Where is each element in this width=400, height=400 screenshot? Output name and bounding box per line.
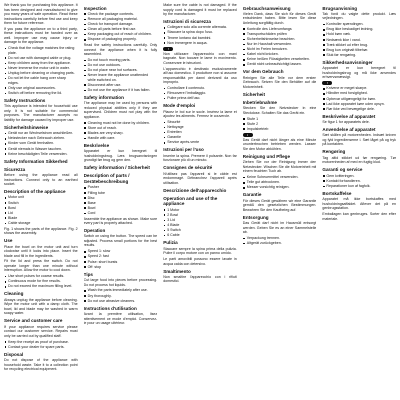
bullet-list (4, 274, 78, 289)
list-item: Gerät niemals in Wasser tauchen. (4, 147, 78, 152)
bullet-list (84, 121, 158, 141)
list-item: Switch off before removing the lid. (4, 91, 78, 96)
body-paragraph: Apparatet er kun beregnet til husholdningsbrug og må ikke anvendes erhvervsmæssigt. (322, 66, 396, 80)
list-item: Rimuovere l'imballaggio. (163, 91, 237, 96)
section-heading: Entsorgung (242, 214, 269, 220)
list-item: Sicherheitshinweise beachten. (243, 37, 317, 42)
bullet-list (84, 288, 158, 303)
list-item: Gerät nur an Wechselstrom anschließen. (4, 131, 78, 136)
list-item: Lid (4, 211, 78, 216)
bullet-list (4, 340, 78, 350)
checkbox-icon (243, 33, 246, 36)
section-heading: Description of parts / Gerätebeschreibung (83, 173, 130, 185)
bullet-list (84, 12, 158, 42)
list-item: Stufe 2 (243, 122, 317, 127)
list-item: Do not touch moving parts. (84, 58, 158, 63)
list-item: Switch (4, 201, 78, 206)
body-paragraph: Staccare sempre la spina prima della pulizia. Pulire il corpo motore con un panno umido. (163, 246, 237, 256)
bullet-list (163, 25, 237, 45)
list-item: Teile gut abtrocknen. (243, 180, 317, 185)
body-paragraph: Assemble the appliance as shown. Make sure every part is properly attached. (83, 216, 158, 226)
list-item: Service après-vente (163, 140, 237, 145)
list-item: 5 Switch (163, 228, 237, 233)
list-item: Base (84, 201, 158, 206)
body-paragraph: Do not dispose of the appliance with household waste. Take it to a collection point for recycling electrical equipment. (4, 358, 78, 372)
list-item: Gerät nicht unbeaufsichtigt lassen. (243, 62, 317, 67)
bullet-list (84, 185, 158, 215)
list-item: Keep packaging out of reach of children. (84, 32, 158, 37)
bullet-list (243, 117, 317, 132)
list-item: 6 Cable (163, 233, 237, 238)
body-paragraph: Before using the appliance read all instructions. Connect only to an earthed socket. (4, 173, 78, 187)
list-item: Reparationer kun af fagfolk. (322, 184, 396, 189)
section-heading: Garantie (242, 192, 262, 198)
section-heading: Safety information (83, 94, 124, 100)
text-column-5 (322, 3, 396, 397)
warning-icon: ! (322, 81, 332, 85)
list-item: 3 Lid (163, 218, 237, 223)
body-paragraph: Fig. 1 shows the parts of the appliance. Fig. 2 shows the assembly. (4, 226, 78, 236)
list-item: Collegare solo alla corrente alternata. (163, 25, 237, 30)
list-item: Netzstecker nach Gebrauch ziehen. (4, 136, 78, 141)
body-paragraph: Switch on using the button. The speed can be adjusted. Process small portions for the best results. (83, 234, 158, 248)
section-heading: Beskrivelse (83, 142, 110, 148)
list-item: Bowl (4, 206, 78, 211)
section-heading: Operation (83, 228, 106, 234)
list-item: Keine Scheuermittel verwenden. (243, 175, 317, 180)
body-paragraph: Place the bowl on the motor unit and turn clockwise until it locks into place. Insert the blade and fill in the ingredients. (4, 244, 78, 258)
body-paragraph: Vielen Dank, dass Sie sich für dieses Gerät entschieden haben. Bitte lesen Sie diese Anleitung sorgfältig durch. (242, 11, 317, 25)
list-item: Check the package contents. (84, 12, 158, 17)
section-heading: Inspection (83, 5, 107, 11)
warning-marker (322, 81, 396, 85)
list-item: 2 Bowl (163, 213, 237, 218)
list-item: Do not exceed the maximum filling level. (4, 284, 78, 289)
list-item: Only use original accessories. (4, 86, 78, 91)
bullet-list (243, 37, 317, 67)
list-item: Tenere lontano dai bambini. (163, 36, 237, 41)
body-paragraph: Se figur 1 for apparatets dele. (322, 120, 370, 125)
list-item: Speed 1: slow (84, 249, 158, 254)
checkbox-icon (243, 28, 246, 31)
bullet-list (4, 131, 78, 156)
section-heading: Service and customer care (4, 318, 63, 324)
list-item: Use short pulses for coarse results. (4, 274, 78, 279)
list-item: Gem kvitteringen. (322, 174, 396, 179)
body-paragraph: If your appliance requires service please contact our customer service. Repairs must only be carried out by qualified staff. (4, 324, 78, 338)
list-item: Keep children away from the appliance. (4, 61, 78, 66)
checklist-label: Transportschäden prüfen (246, 31, 287, 36)
body-paragraph: Le parti amovibili possono essere lavate in acqua calda con detersivo. (163, 257, 237, 266)
list-item: Staccare la spina dopo l'uso. (163, 30, 237, 35)
list-item: Hold børn væk. (322, 32, 396, 37)
warning-marker (163, 47, 237, 51)
list-item: Impulsbetrieb (243, 127, 317, 132)
section-heading: Use (4, 238, 13, 244)
bullet-list (322, 174, 396, 189)
list-item: Disc (84, 196, 158, 201)
section-heading: Garanti og service (322, 167, 363, 173)
section-heading: Sikkerhedsanvisninger (322, 59, 373, 65)
list-item: Rør ikke ved bevægelige dele. (322, 107, 396, 112)
bullet-list (84, 249, 158, 269)
list-item: Never immerse the motor unit in water. (4, 66, 78, 71)
list-item: Pulse: short bursts (84, 260, 158, 265)
list-item: Knivene er meget skarpe. (322, 86, 396, 91)
bullet-list (243, 175, 317, 190)
list-item: Nicht im Freien benutzen. (243, 47, 317, 52)
bullet-list (163, 86, 237, 101)
checklist-item (243, 27, 317, 32)
list-item: Keep the receipt as proof of purchase. (4, 340, 78, 345)
bullet-list (243, 236, 317, 246)
section-heading: Gebrauchsanweisung (242, 5, 291, 11)
list-item: Do not let the cable hang over sharp edges. (4, 76, 78, 85)
section-heading: Istruzioni per l'uso (163, 147, 204, 153)
list-item: Motor unit (4, 195, 78, 200)
body-paragraph: This appliance is intended for household use only. It is not suitable for commercial purposes. The manufacturer accepts no liability for damage caused by improper use. (4, 104, 78, 122)
section-heading: Brugsanvisning (322, 5, 358, 11)
list-item: Clean all parts before first use. (84, 27, 158, 32)
warning-icon: ! (163, 47, 173, 51)
body-paragraph: Always unplug the appliance before cleaning. Wipe the motor unit with a damp cloth. The bowl, lid and blade may be washed in warm soapy water. (4, 297, 78, 316)
section-heading: Vor dem Gebrauch (242, 69, 284, 75)
list-item: Speed 2: fast (84, 254, 158, 259)
list-item: Blade (4, 216, 78, 221)
section-heading: Cleaning (4, 291, 24, 297)
text-column-1 (4, 3, 78, 397)
list-item: Garantie (163, 135, 237, 140)
list-item: Cord (84, 211, 158, 216)
warning-icon: i (243, 133, 253, 137)
body-paragraph: Tak fordi du valgte dette produkt. Læs vejledningen. (322, 11, 396, 21)
list-item: Do not place near hot surfaces. (84, 68, 158, 73)
list-item: Filling tube (84, 191, 158, 196)
section-heading: Bortskaffelse (322, 190, 352, 196)
checklist-item (243, 32, 317, 37)
bullet-list (322, 22, 396, 57)
body-paragraph: Make sure the cable is not damaged. If the supply cord is damaged it must be replaced by the manufacturer. (163, 3, 237, 16)
section-heading: Smaltimento (163, 268, 191, 274)
section-heading: Reinigung und Pflege (242, 153, 290, 159)
list-item: Kontakt forhandleren. (322, 179, 396, 184)
list-item: Dry thoroughly. (84, 294, 158, 299)
body-paragraph: Stecken Sie den Netzstecker in eine Steckdose. Schalten Sie das Gerät ein. (242, 106, 317, 115)
list-item: Do not use with damaged cable or plug. (4, 56, 78, 61)
list-item: Bowl (84, 206, 158, 211)
warning-marker (243, 133, 317, 137)
list-item: Brug kun originalt tilbehør. (322, 48, 396, 53)
bullet-list (4, 195, 78, 225)
list-item: Pulire prima dell'uso. (163, 96, 237, 101)
body-paragraph: We thank you for purchasing this appliance. It has been designed and manufactured to give you many years of safe operation. Read these instructions carefully before first use and keep them for future reference. (4, 3, 78, 25)
section-heading: Istruzioni di sicurezza (163, 19, 211, 24)
list-item: Never leave the appliance unattended while switched on. (84, 73, 158, 82)
section-heading: Disposal (4, 351, 24, 357)
list-item: Lad ikke apparatet køre uden opsyn. (322, 102, 396, 107)
section-heading: Description of the appliance (4, 189, 66, 195)
body-paragraph: Das Gerät darf nicht im Hausmüll entsorgt werden. Geben Sie es an einer Sammelstelle ab. (242, 221, 317, 235)
list-item: 4 Blade (163, 223, 237, 228)
list-item: Kinder vom Gerät fernhalten. (4, 141, 78, 146)
bullet-list (4, 46, 78, 95)
bullet-list (84, 58, 158, 92)
list-item: Entretien (163, 130, 237, 135)
section-heading: Instructions d'utilisation (83, 305, 137, 311)
section-heading: Sicurezza (4, 166, 26, 172)
section-heading: Mode d'emploi (163, 103, 196, 109)
body-paragraph: Das Gerät darf nicht länger als eine Minute ununterbrochen betrieben werden. Lassen Sie den Motor abkühlen. (242, 137, 317, 151)
list-item: Check for transport damage. (84, 22, 158, 27)
list-item: Keine beschädigten Teile verwenden. (4, 152, 78, 157)
text-column-3 (163, 3, 237, 397)
list-item: Nedsænk ikke i vand. (322, 38, 396, 43)
section-heading: Inbetriebnahme (242, 99, 277, 105)
list-item: Sluk før rengøring. (322, 53, 396, 58)
body-paragraph: Apparatet må ikke bortskaffes med husholdningsaffaldet. Aflever det på en genbrugsstation. (322, 197, 396, 211)
list-item: Contact your dealer for spare parts. (4, 345, 78, 350)
list-item: Unplug before cleaning or changing parts. (4, 71, 78, 76)
bullet-list (163, 120, 237, 145)
list-item: Opbevar utilgængeligt for børn. (322, 97, 396, 102)
list-item: Do not use the appliance if it has fallen. (84, 88, 158, 93)
list-item: Verpackung trennen. (243, 236, 317, 241)
list-item: Træk stikket ud efter brug. (322, 43, 396, 48)
list-item: Cleaning must not be done by children. (84, 121, 158, 126)
body-paragraph: Read the safety instructions carefully. Only connect the appliance when it is fully assembled. (83, 43, 158, 57)
list-item: Controllare il contenuto. (163, 86, 237, 91)
body-paragraph: Ziehen Sie vor der Reinigung immer den Netzstecker. Wischen Sie die Motoreinheit mit einem feuchten Tuch ab. (242, 160, 317, 174)
body-paragraph: Tag altid stikket ud før rengøring. Tør motorenheden af med en fugtig klud. (322, 155, 396, 165)
body-paragraph: Apparatet er kun beregnet til husholdningsbrug. Læs brugsanvisningen grundigt før brug og gem den. (83, 149, 158, 163)
list-item: Do not use outdoors. (84, 63, 158, 68)
list-item: Stufe 1 (243, 117, 317, 122)
bullet-list (163, 208, 237, 238)
section-heading: Sicherheit (242, 91, 265, 97)
section-heading: Descrizione dell'apparecchio (163, 187, 227, 193)
list-item: Blades are very sharp. (84, 131, 158, 136)
list-item: Check that the voltage matches the rating plate. (4, 46, 78, 55)
list-item: Brug ikke beskadiget ledning. (322, 27, 396, 32)
list-item: Remove all packaging material. (84, 17, 158, 22)
section-heading: Tips (83, 271, 93, 277)
text-column-2 (84, 3, 158, 397)
body-paragraph: L'apparecchio è destinato esclusivamente all'uso domestico. Il produttore non si assume responsabilità per danni derivanti da uso improprio. (163, 66, 237, 85)
list-item: Wash the parts immediately after use. (84, 288, 158, 293)
text-column-4 (243, 3, 317, 397)
list-item: Håndter med forsigtighed. (322, 91, 396, 96)
list-item: Kabel nicht knicken. (243, 52, 317, 57)
body-paragraph: Placez le bol sur le socle. Insérez la lame et ajoutez les aliments. Fermez le couvercle. (163, 109, 237, 119)
list-item: Non immergere in acqua. (163, 41, 237, 46)
body-paragraph: Fit the lid and press the switch. Do not operate longer than one minute without interruption. Allow the motor to cool down. (4, 259, 78, 273)
list-item: Cable storage (4, 221, 78, 226)
section-heading: Safety information / Sicherheit (83, 165, 150, 171)
body-paragraph: Reinigen Sie alle Teile vor dem ersten Gebrauch. Setzen Sie den Behälter auf die Motoreinheit. (242, 75, 317, 89)
list-item: Store out of reach. (84, 126, 158, 131)
list-item: Keine heißen Flüssigkeiten verarbeiten. (243, 57, 317, 62)
list-item: Do not use abrasive cleaners. (84, 299, 158, 304)
body-paragraph: Emballagen kan genbruges. Sorter den efter materiale. (322, 212, 396, 221)
body-paragraph: Non utilizzare l'apparecchio con mani bagnate. Non toccare le lame in movimento. Conservare le istruzioni. (163, 51, 237, 65)
list-item: Continuous mode for fine results. (4, 279, 78, 284)
list-item: Messer vorsichtig reinigen. (243, 185, 317, 190)
checklist-label: Kontrolle des Lieferumfangs (246, 26, 292, 31)
list-item: Off: stop (84, 265, 158, 270)
list-item: Handle with care. (84, 136, 158, 141)
list-item: Kontroller spændingen. (322, 22, 396, 27)
section-heading: Rengøring (322, 149, 346, 155)
list-item: Dispose of packaging properly. (84, 37, 158, 42)
section-heading: Beskrivelse af apparatet (322, 113, 376, 119)
list-item: 1 Motor (163, 208, 237, 213)
body-paragraph: The appliance may be used by persons with reduced physical abilities only if they are supervised. Children must not play with the appliance. (83, 101, 158, 119)
list-item: Sécurité (163, 120, 237, 125)
body-paragraph: Non smaltire l'apparecchio con i rifiuti domestici. (163, 274, 237, 284)
list-item: Nur im Haushalt verwenden. (243, 42, 317, 47)
list-item: Altgerät zurückgeben. (243, 241, 317, 246)
section-heading: Safety Instructions (4, 97, 46, 103)
body-paragraph: Cut large food into pieces before processing. Do not process hot liquids. (83, 278, 158, 287)
body-paragraph: Sæt skålen på motorenheden. Indsæt kniven og fyld ingredienserne i. Sæt låget på og tryk på kontakten. (322, 133, 396, 147)
section-heading: Anvendelse af apparatet (322, 127, 376, 133)
body-paragraph: Inserire la spina. Premere il pulsante. Non far funzionare più di un minuto. (163, 153, 237, 163)
list-item: Pusher (84, 185, 158, 190)
section-heading: Sicherheitshinweise (4, 124, 49, 130)
body-paragraph: N'utilisez pas l'appareil si le câble est endommagé. Débranchez l'appareil après utilisation. (163, 171, 237, 185)
bullet-list (322, 86, 396, 111)
body-paragraph: If you pass the appliance on to a third party, these instructions must be handed over as well. Improper use may cause injury or damage to the appliance. (4, 26, 78, 45)
body-paragraph: Für dieses Gerät gewähren wir eine Garantie gemäß den gesetzlichen Bestimmungen. Bewahren Sie den Kaufbeleg auf. (242, 198, 317, 212)
list-item: Nettoyage (163, 125, 237, 130)
section-heading: Operation and use of the appliance (163, 195, 218, 207)
body-paragraph: Avant la première utilisation, lisez attentivement ce mode d'emploi. Conservez-le pour un usage ultérieur. (83, 312, 158, 326)
list-item: Disconnect after use. (84, 83, 158, 88)
section-heading: Pulizia (163, 240, 178, 246)
section-heading: Safety Information Sikkerhed (4, 158, 68, 164)
section-heading: Consignes de sécurité (163, 165, 213, 171)
